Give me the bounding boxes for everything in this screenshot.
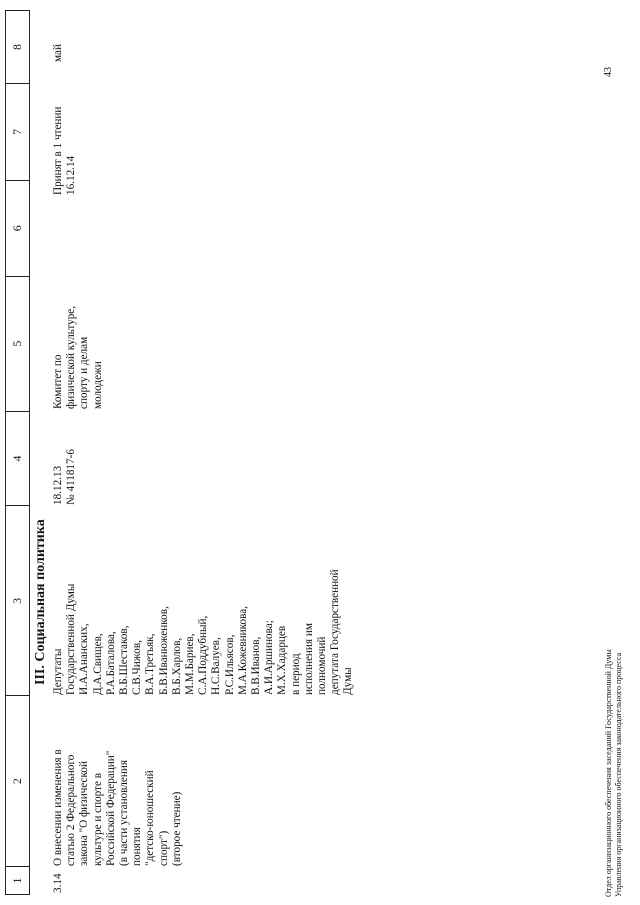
bill-date: 18.12.13 <box>52 465 64 505</box>
bill-date-number <box>52 449 78 505</box>
bill-authors: Депутаты Государственной Думы И.А.Ананских, Д.А.Свищев, Р.А.Баталова, В.Б.Шестаков, С.В.Чижов, В.А.Третьяк, Б.В.Иванюженков, В.Б.Харлов, М.М.Бариев, С.А.Поддубный, Н.С.Валуев, Р.С.Ильясов, М.А.Кожевникова, В.В.Иванов, А.И.Аршинова; М.Х.Хадарцев в период исполнения им полномочий депутата Государственной Думы <box>52 569 355 695</box>
planned-month: май <box>52 44 64 62</box>
column-header-6: 6 <box>6 180 29 276</box>
column-header-7: 7 <box>6 83 29 180</box>
page-number: 43 <box>603 67 614 77</box>
column-header-row <box>5 10 30 895</box>
column-header-1: 1 <box>6 866 29 894</box>
row-number: 3.14 <box>52 873 64 893</box>
responsible-committee: Комитет по физической культуре, спорту и делам молодежи <box>52 305 104 409</box>
bill-status: Принят в 1 чтении 16.12.14 <box>52 106 78 195</box>
column-header-5: 5 <box>6 276 29 411</box>
bill-title: О внесении изменения в статью 2 Федерального закона "О физической культуре и спорте в Российской Федерации" (в части установления понятия "детско-юношеский спорт") (второе чтение) <box>52 749 183 866</box>
footer-text: Отдел организационного обеспечения заседаний Государственной Думы Управления организационного обеспечения законодательного процесса <box>604 649 623 897</box>
bill-number: № 411817-6 <box>65 449 78 505</box>
section-title: III. Социальная политика <box>33 519 48 685</box>
column-header-8: 8 <box>6 10 29 83</box>
column-header-3: 3 <box>6 505 29 695</box>
column-header-2: 2 <box>6 695 29 866</box>
column-header-4: 4 <box>6 411 29 506</box>
